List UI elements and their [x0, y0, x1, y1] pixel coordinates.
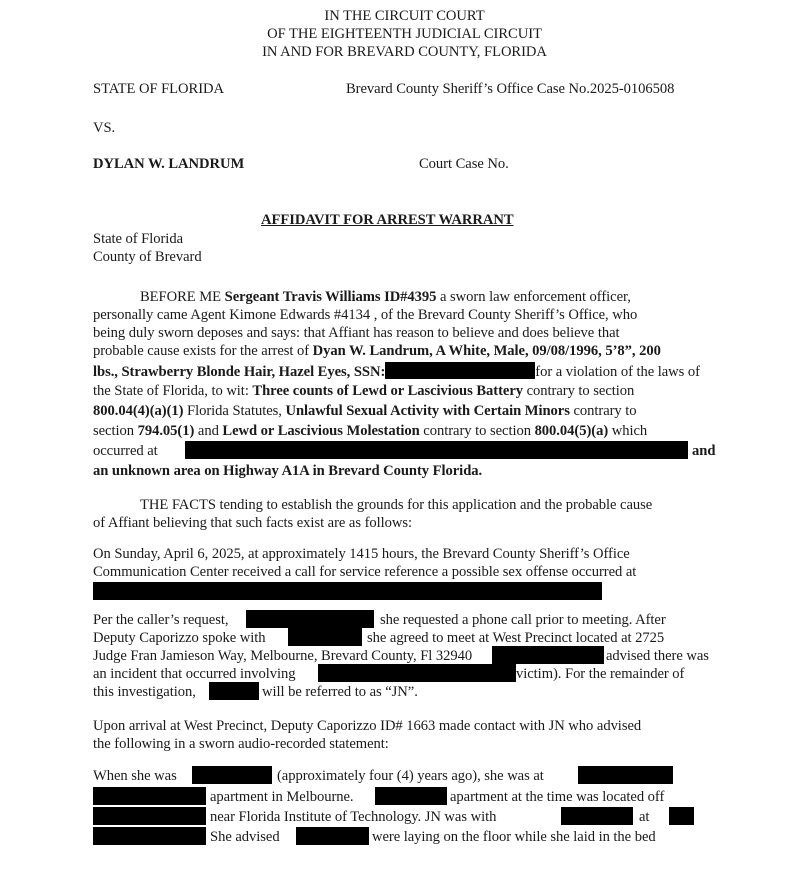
- text: a sworn law enforcement officer,: [436, 289, 631, 305]
- para1-line-3: being duly sworn deposes and says: that Affiant has reason to believe and does believe that: [93, 325, 620, 341]
- text: Unlawful Sexual Activity with Certain Minors: [285, 403, 570, 419]
- text: 800.04(5)(a): [534, 423, 609, 439]
- para4-line-3: Judge Fran Jamieson Way, Melbourne, Brevard County, Fl 32940: [93, 648, 473, 664]
- para5-line-1: Upon arrival at West Precinct, Deputy Caporizzo ID# 1663 made contact with JN who advised: [93, 718, 642, 734]
- redaction-box: [93, 827, 206, 845]
- text: probable cause exists for the arrest of: [93, 343, 313, 359]
- text: 800.04(4)(a)(1): [93, 403, 184, 419]
- para3-line-2: Communication Center received a call for service reference a possible sex offense occurred at: [93, 564, 637, 580]
- redaction-box: [185, 441, 688, 459]
- para4-line-3-end: advised there was: [606, 648, 709, 664]
- para1-line-5: [93, 362, 700, 382]
- para6-line-4-end: were laying on the floor while she laid in the bed: [372, 829, 656, 845]
- para6-line-1: When she was: [93, 768, 177, 784]
- text: Three counts of Lewd or Lascivious Battery: [252, 383, 524, 399]
- para4-line-5: this investigation,: [93, 684, 196, 700]
- venue-state: State of Florida: [93, 231, 183, 247]
- redaction-box: [246, 610, 374, 628]
- redaction-box: [385, 362, 535, 379]
- text: lbs., Strawberry Blonde Hair, Hazel Eyes, SSN:: [93, 364, 386, 380]
- para1-line-7: [93, 402, 637, 421]
- redaction-box: [93, 582, 602, 600]
- defendant-name: DYLAN W. LANDRUM: [93, 156, 245, 172]
- para6-line-4: She advised: [210, 829, 280, 845]
- text: the State of Florida, to wit:: [93, 383, 253, 399]
- redaction-box: [93, 787, 206, 805]
- redaction-box: [209, 682, 259, 700]
- redaction-box: [561, 807, 633, 825]
- sheriff-case-number: Brevard County Sheriff’s Office Case No.2025-0106508: [346, 81, 675, 97]
- redaction-box: [192, 766, 272, 784]
- para1-line-8: [93, 422, 647, 441]
- para5-line-2: the following in a sworn audio-recorded statement:: [93, 736, 389, 752]
- para1-line-9-end: and: [692, 443, 716, 459]
- text: Dyan W. Landrum, A White, Male, 09/08/1996, 5’8”, 200: [312, 343, 661, 359]
- redaction-box: [296, 827, 369, 845]
- text: contrary to: [569, 403, 637, 419]
- para1-line-1: [140, 288, 631, 307]
- redaction-box: [375, 787, 447, 805]
- redaction-box: [492, 646, 604, 664]
- court-header-line-3: IN AND FOR BREVARD COUNTY, FLORIDA: [262, 44, 547, 60]
- para1-line-6: [93, 382, 634, 401]
- para4-line-2: Deputy Caporizzo spoke with: [93, 630, 266, 646]
- para6-line-3: near Florida Institute of Technology. JN was with: [210, 809, 497, 825]
- para1-line-2: personally came Agent Kimone Edwards #4134 , of the Brevard County Sheriff’s Office, who: [93, 307, 638, 323]
- text: which: [608, 423, 648, 439]
- para2-line-1: THE FACTS tending to establish the grounds for this application and the probable cause: [140, 497, 653, 513]
- para1-line-4: [93, 342, 661, 361]
- court-header-line-1: IN THE CIRCUIT COURT: [324, 8, 485, 24]
- para6-line-2: apartment in Melbourne.: [210, 789, 354, 805]
- versus-label: VS.: [93, 120, 116, 136]
- redaction-box: [669, 807, 694, 825]
- text: Florida Statutes,: [183, 403, 286, 419]
- text: Lewd or Lascivious Molestation: [222, 423, 420, 439]
- para1-line-10: an unknown area on Highway A1A in Brevard County Florida.: [93, 463, 483, 479]
- para1-line-9: occurred at: [93, 443, 158, 459]
- redaction-box: [578, 766, 673, 784]
- court-header-line-2: OF THE EIGHTEENTH JUDICIAL CIRCUIT: [267, 26, 542, 42]
- plaintiff-name: STATE OF FLORIDA: [93, 81, 225, 97]
- text: contrary to section: [419, 423, 535, 439]
- para3-line-1: On Sunday, April 6, 2025, at approximately 1415 hours, the Brevard County Sheriff’s Office: [93, 546, 630, 562]
- redaction-box: [93, 807, 206, 825]
- para6-line-3-mid: at: [639, 809, 650, 825]
- para4-line-2-end: she agreed to meet at West Precinct located at 2725: [367, 630, 665, 646]
- redaction-box: [288, 628, 362, 646]
- para4-line-1-end: she requested a phone call prior to meeting. After: [380, 612, 666, 628]
- court-case-number: Court Case No.: [419, 156, 509, 172]
- para4-line-5-end: will be referred to as “JN”.: [262, 684, 418, 700]
- para4-line-4-end: victim). For the remainder of: [516, 666, 685, 682]
- text: section: [93, 423, 138, 439]
- text: and: [194, 423, 223, 439]
- para2-line-2: of Affiant believing that such facts exist are as follows:: [93, 515, 413, 531]
- document-title: AFFIDAVIT FOR ARREST WARRANT: [261, 212, 514, 228]
- redaction-box: [318, 664, 516, 682]
- text: Sergeant Travis Williams ID#4395: [224, 289, 437, 305]
- text: contrary to section: [523, 383, 635, 399]
- venue-county: County of Brevard: [93, 249, 202, 265]
- text: 794.05(1): [137, 423, 195, 439]
- text: BEFORE ME: [140, 289, 225, 305]
- para6-line-2-end: apartment at the time was located off: [450, 789, 665, 805]
- para6-line-1-mid: (approximately four (4) years ago), she was at: [277, 768, 544, 784]
- para4-line-1: Per the caller’s request,: [93, 612, 229, 628]
- para4-line-4: an incident that occurred involving: [93, 666, 296, 682]
- text: for a violation of the laws of: [535, 364, 700, 380]
